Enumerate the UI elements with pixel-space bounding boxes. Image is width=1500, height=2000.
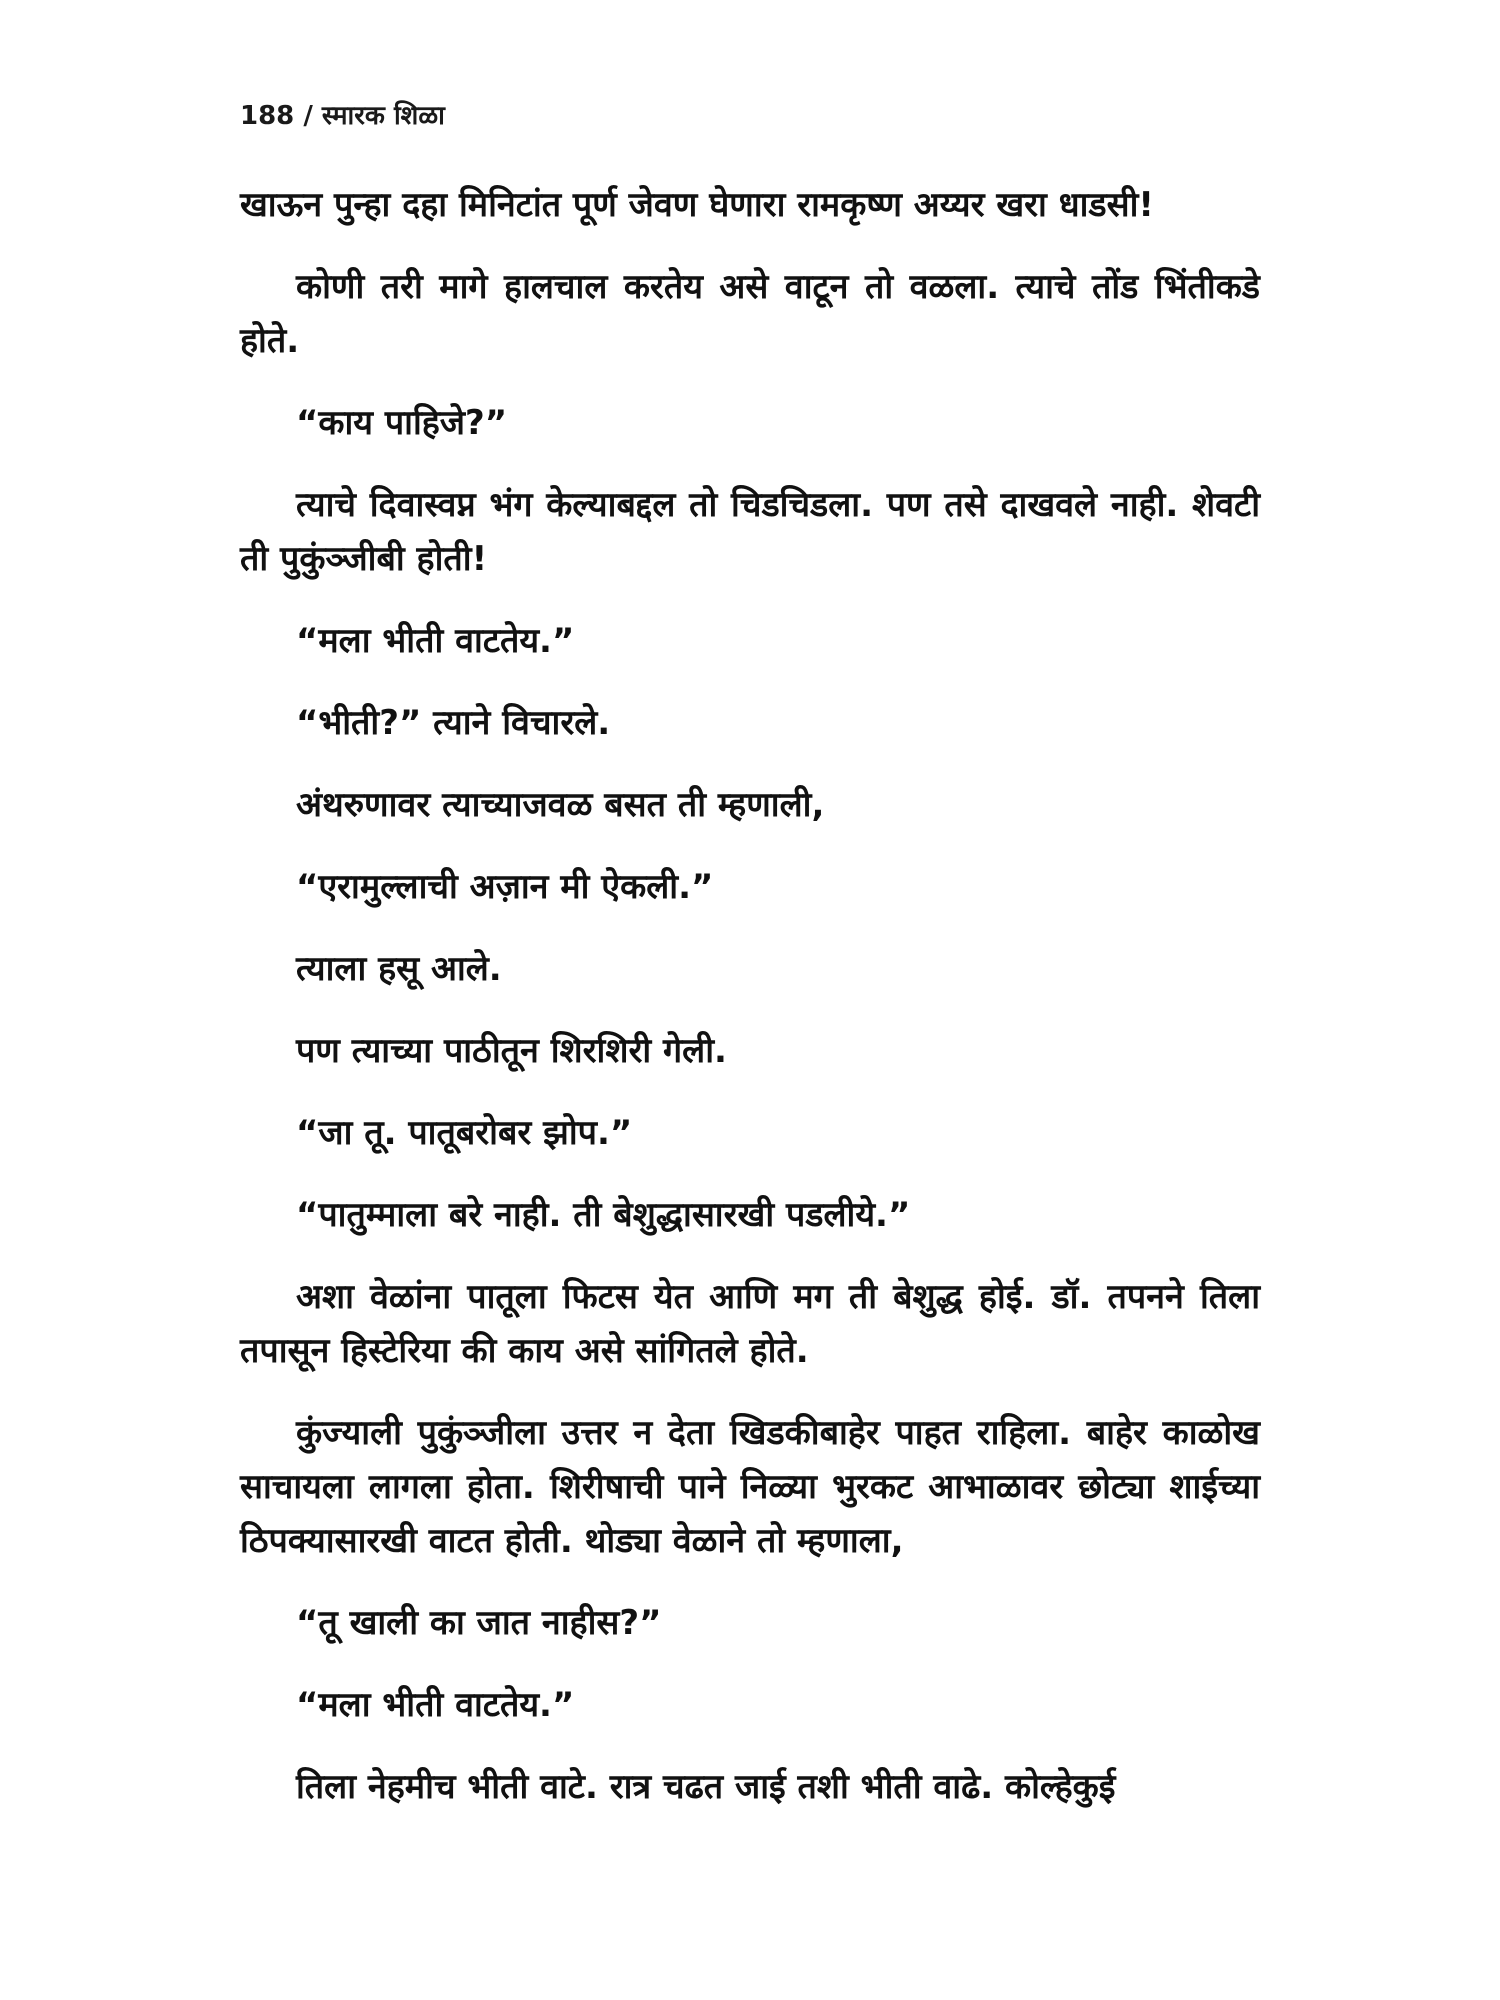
- body-text: [240, 178, 1260, 1842]
- book-title: स्मारक शिळा: [321, 101, 445, 131]
- header-separator: /: [294, 101, 322, 131]
- paragraph: “भीती?” त्याने विचारले.: [296, 703, 611, 743]
- paragraph: त्याचे दिवास्वप्न भंग केल्याबद्दल तो चिडचिडला. पण तसे दाखवले नाही. शेवटी ती पुकुंञ्जीबी होती!: [240, 485, 1260, 579]
- paragraph: त्याला हसू आले.: [296, 949, 502, 989]
- paragraph: “तू खाली का जात नाहीस?”: [296, 1603, 662, 1643]
- paragraph: कुंज्याली पुकुंञ्जीला उत्तर न देता खिडकीबाहेर पाहत राहिला. बाहेर काळोख साचायला लागला होता. शिरीषाची पाने निळ्या भुरकट आभाळावर छोट्या शाईच्या ठिपक्यासारखी वाटत होती. थोड्या वेळाने तो म्हणाला,: [240, 1413, 1260, 1561]
- paragraph: पण त्याच्या पाठीतून शिरशिरी गेली.: [296, 1031, 727, 1071]
- paragraph: खाऊन पुन्हा दहा मिनिटांत पूर्ण जेवण घेणारा रामकृष्ण अय्यर खरा धाडसी!: [240, 185, 1154, 225]
- paragraph: कोणी तरी मागे हालचाल करतेय असे वाटून तो वळला. त्याचे तोंड भिंतीकडे होते.: [240, 267, 1260, 361]
- paragraph: अंथरुणावर त्याच्याजवळ बसत ती म्हणाली,: [296, 785, 825, 825]
- paragraph: “एरामुल्लाची अज़ान मी ऐकली.”: [296, 867, 714, 907]
- paragraph: “मला भीती वाटतेय.”: [296, 1685, 575, 1725]
- running-header: [240, 96, 445, 132]
- paragraph: तिला नेहमीच भीती वाटे. रात्र चढत जाई तशी भीती वाढे. कोल्हेकुई: [296, 1767, 1116, 1807]
- paragraph: “काय पाहिजे?”: [296, 403, 508, 443]
- page-number: 188: [240, 101, 295, 131]
- paragraph: अशा वेळांना पातूला फिटस येत आणि मग ती बेशुद्ध होई. डॉ. तपनने तिला तपासून हिस्टेरिया की काय असे सांगितले होते.: [240, 1277, 1260, 1371]
- paragraph: “पातुम्माला बरे नाही. ती बेशुद्धासारखी पडलीये.”: [296, 1195, 911, 1235]
- paragraph: “जा तू. पातूबरोबर झोप.”: [296, 1113, 633, 1153]
- paragraph: “मला भीती वाटतेय.”: [296, 621, 575, 661]
